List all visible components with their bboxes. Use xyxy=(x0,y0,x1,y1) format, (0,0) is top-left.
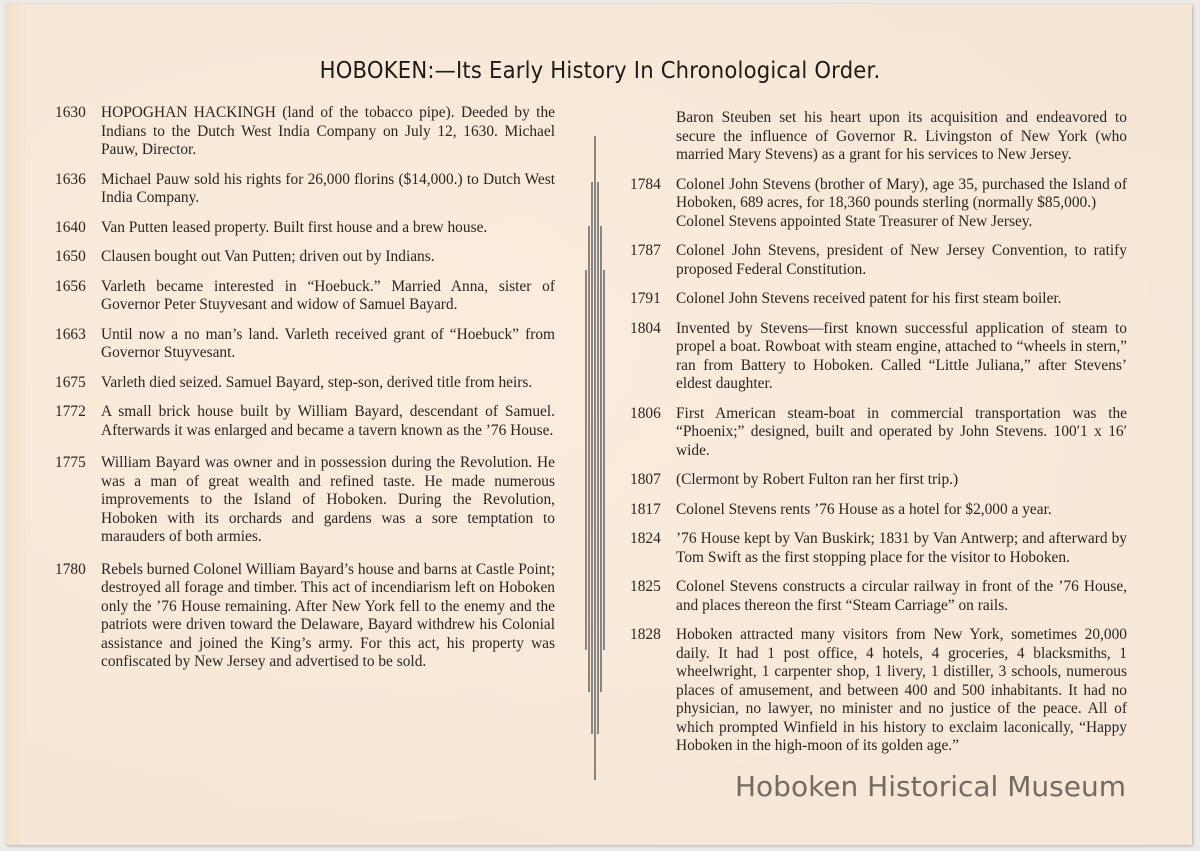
timeline-entry xyxy=(55,278,555,315)
left-column xyxy=(55,104,555,683)
page-edge xyxy=(6,4,26,845)
entry-year: 1656 xyxy=(55,277,86,295)
entry-text: (Clermont by Robert Fulton ran her first trip.) xyxy=(676,471,959,488)
entry-text-main: Colonel John Stevens (brother of Mary), age 35, purchased the Island of Hoboken, 689 acres, for 18,360 pounds sterling (normally $85,000.) xyxy=(676,175,1127,211)
timeline-entry xyxy=(630,578,1127,615)
entry-year: 1675 xyxy=(55,373,86,391)
entry-text: Baron Steuben set his heart upon its acquisition and endeavored to secure the influence of Governor R. Livingston of New York (who married Mary Stevens) as a grant for his services to New Jersey. xyxy=(676,109,1127,163)
timeline-entry-continued xyxy=(630,109,1127,165)
timeline-entry xyxy=(55,104,555,160)
entry-text: Hoboken attracted many visitors from New York, sometimes 20,000 daily. It had 1 post office, 4 hotels, 4 groceries, 4 blacksmiths, 1 wheelwright, 1 carpenter shop, 1 livery, 1 distiller, 3 schools, numerous places of amusement, and between 400 and 500 inhabitants. It had no physician, no lawyer, no minister and no justice of the peace. All of which prompted Winfield in his history to exclaim laconically, “Happy Hoboken in the high-moon of its golden age.” xyxy=(676,626,1127,754)
timeline-entry xyxy=(55,326,555,363)
entry-year: 1817 xyxy=(630,500,661,518)
timeline-entry xyxy=(630,320,1127,394)
entry-text: Colonel John Stevens, president of New Jersey Convention, to ratify proposed Federal Constitution. xyxy=(676,242,1127,278)
entry-text: A small brick house built by William Bayard, descendant of Samuel. Afterwards it was enlarged and became a tavern known as the ’76 House. xyxy=(101,403,555,439)
entry-year: 1825 xyxy=(630,578,661,595)
entry-text: William Bayard was owner and in possession during the Revolution. He was a man of great wealth and refined taste. He made numerous improvements to the Island of Hoboken. During the Revolution, Hoboken with its orchards and gardens was a sore temptation to marauders of both armies. xyxy=(101,454,555,545)
entry-text: ’76 House kept by Van Buskirk; 1831 by Van Antwerp; and afterward by Tom Swift as the first stopping place for the visitor to Hoboken. xyxy=(676,530,1127,566)
timeline-entry xyxy=(630,405,1127,461)
entry-year: 1828 xyxy=(630,626,661,643)
timeline-entry xyxy=(630,626,1127,756)
right-column xyxy=(630,109,1127,767)
entry-year: 1663 xyxy=(55,325,86,343)
entry-year: 1640 xyxy=(55,218,86,236)
timeline-entry xyxy=(55,219,555,238)
entry-year: 1806 xyxy=(630,404,661,422)
entry-year: 1772 xyxy=(55,403,86,420)
entry-year: 1775 xyxy=(55,454,86,471)
entry-year: 1787 xyxy=(630,242,661,259)
timeline-entry xyxy=(630,290,1127,309)
entry-text: Invented by Stevens—first known successful application of steam to propel a boat. Rowboat with steam engine, attached to “wheels in stern,” ran from Battery to Hoboken. Called “Little Juliana,” after Stevens’ eldest daughter. xyxy=(676,319,1127,392)
entry-text: Colonel Stevens constructs a circular railway in front of the ’76 House, and places thereon the first “Steam Carriage” on rails. xyxy=(676,578,1127,614)
timeline-entry xyxy=(630,471,1127,490)
timeline-entry xyxy=(55,374,555,393)
entry-year: 1636 xyxy=(55,170,86,188)
timeline-entry xyxy=(630,501,1127,520)
entry-text: Clausen bought out Van Putten; driven out by Indians. xyxy=(101,248,435,265)
entry-text: Michael Pauw sold his rights for 26,000 florins ($14,000.) to Dutch West India Company. xyxy=(101,170,555,206)
entry-year: 1807 xyxy=(630,471,661,488)
timeline-entry xyxy=(630,530,1127,567)
entry-year: 1780 xyxy=(55,560,86,578)
entry-text: Rebels burned Colonel William Bayard’s house and barns at Castle Point; destroyed all forage and timber. This act of incendiarism left on Hoboken only the ’76 House remaining. After New York fell to the enemy and the patriots were driven toward the Delaware, Bayard withdrew his Colonial assistance and joined the King’s army. For this act, his property was confiscated by New Jersey and advertised to be sold. xyxy=(101,560,555,670)
entry-text: Colonel John Stevens received patent for his first steam boiler. xyxy=(676,290,1062,307)
timeline-entry xyxy=(630,176,1127,232)
entry-text: Varleth became interested in “Hoebuck.” Married Anna, sister of Governor Peter Stuyvesant and widow of Samuel Bayard. xyxy=(101,277,555,313)
timeline-entry xyxy=(55,561,555,672)
entry-year: 1784 xyxy=(630,175,661,193)
entry-year: 1650 xyxy=(55,248,86,265)
timeline-entry xyxy=(55,248,555,267)
entry-text-extra: Colonel Stevens appointed State Treasurer of New Jersey. xyxy=(676,212,1033,230)
entry-year: 1791 xyxy=(630,290,661,307)
entry-year: 1630 xyxy=(55,104,86,121)
entry-year: 1824 xyxy=(630,530,661,547)
timeline-entry xyxy=(55,171,555,208)
entry-text: Until now a no man’s land. Varleth received grant of “Hoebuck” from Governor Stuyvesant. xyxy=(101,325,555,361)
timeline-entry xyxy=(630,242,1127,279)
entry-text xyxy=(676,176,1127,232)
entry-year: 1804 xyxy=(630,319,661,337)
page-title: HOBOKEN:—Its Early History In Chronological Order. xyxy=(319,58,881,84)
entry-text: HOPOGHAN HACKINGH (land of the tobacco pipe). Deeded by the Indians to the Dutch West India Company on July 12, 1630. Michael Pauw, Director. xyxy=(101,104,555,158)
museum-watermark: Hoboken Historical Museum xyxy=(735,770,1126,803)
entry-text: Colonel Stevens rents ’76 House as a hotel for $2,000 a year. xyxy=(676,500,1052,518)
entry-text: First American steam-boat in commercial transportation was the “Phoenix;” designed, built and operated by John Stevens. 100′1 x 16′ wide. xyxy=(676,404,1127,459)
timeline-entry xyxy=(55,454,555,547)
entry-text: Van Putten leased property. Built first house and a brew house. xyxy=(101,218,488,236)
timeline-entry xyxy=(55,403,555,440)
entry-text: Varleth died seized. Samuel Bayard, step-son, derived title from heirs. xyxy=(101,373,533,391)
